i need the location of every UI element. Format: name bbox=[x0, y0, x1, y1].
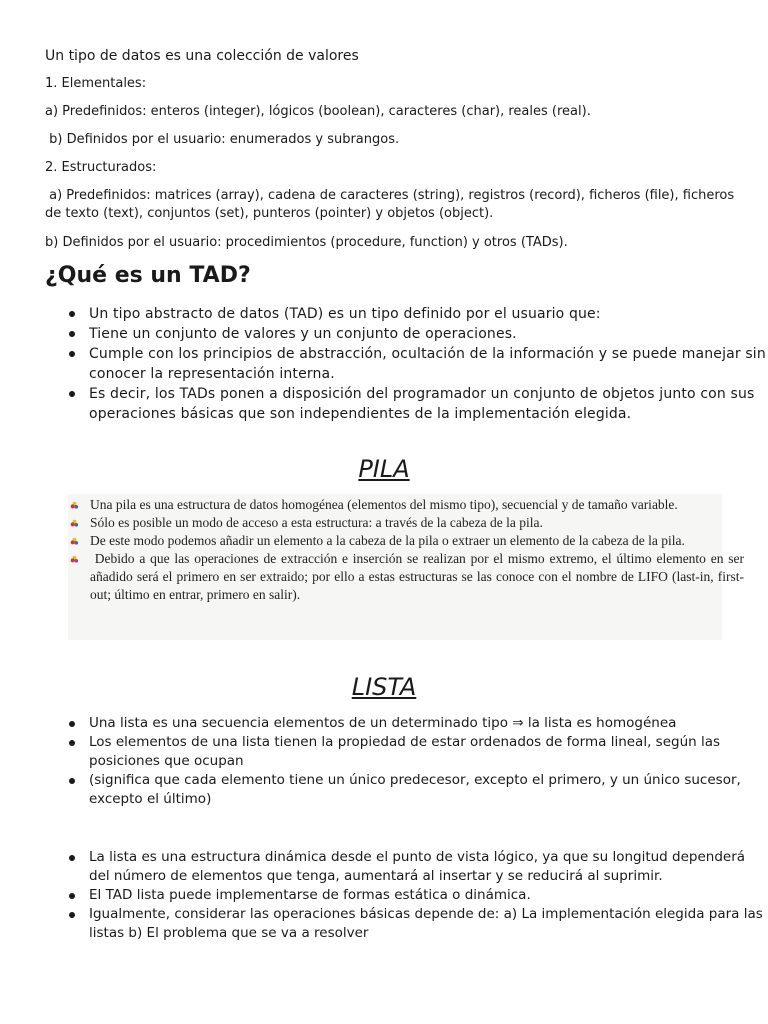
list-item: Tiene un conjunto de valores y un conjunto de operaciones. bbox=[89, 324, 768, 344]
list-item: Cumple con los principios de abstracción, ocultación de la información y se puede manejar sin conocer la representación interna. bbox=[89, 344, 768, 384]
list-item: Los elementos de una lista tienen la propiedad de estar ordenados de forma lineal, según las posiciones que ocupan bbox=[89, 733, 768, 771]
list-item: (significa que cada elemento tiene un único predecesor, excepto el primero, y un único sucesor, excepto el último) bbox=[89, 771, 768, 809]
flower-bullet-icon bbox=[70, 519, 79, 528]
list-item: Es decir, los TADs ponen a disposición del programador un conjunto de objetos junto con sus operaciones básicas que son independientes de la implementación elegida. bbox=[89, 384, 768, 424]
intro-line: Un tipo de datos es una colección de valores bbox=[45, 48, 359, 64]
pila-item-text: Sólo es posible un modo de acceso a esta estructura: a través de la cabeza de la pila. bbox=[90, 515, 543, 530]
pila-item-text: De este modo podemos añadir un elemento a la cabeza de la pila o extraer un elemento de la cabeza de la pila. bbox=[90, 533, 685, 548]
list-item bbox=[90, 496, 744, 514]
list-item: La lista es una estructura dinámica desde el punto de vista lógico, ya que su longitud dependerá del número de elementos que tenga, aumentará al insertar y se reducirá al suprimir. bbox=[89, 848, 768, 886]
list-item: Una lista es una secuencia elementos de un determinado tipo ⇒ la lista es homogénea bbox=[89, 714, 768, 733]
tad-heading: ¿Qué es un TAD? bbox=[45, 263, 251, 288]
pila-item-text: Una pila es una estructura de datos homogénea (elementos del mismo tipo), secuencial y de tamaño variable. bbox=[90, 497, 678, 512]
intro-line: 1. Elementales: bbox=[45, 76, 147, 91]
flower-bullet-icon bbox=[70, 501, 79, 510]
flower-bullet-icon bbox=[70, 537, 79, 546]
tad-list bbox=[45, 304, 768, 424]
pila-list bbox=[68, 496, 748, 604]
intro-line: 2. Estructurados: bbox=[45, 160, 157, 175]
lista-list-a bbox=[45, 714, 768, 809]
intro-line: a) Predefinidos: matrices (array), cadena de caracteres (string), registros (record), ficheros (file), ficheros de texto (text), conjuntos (set), punteros (pointer) y objetos (object). bbox=[45, 188, 739, 221]
pila-item-text: Debido a que las operaciones de extracción e inserción se realizan por el mismo extremo, el último elemento en ser añadido será el primero en ser extraido; por ello a estas estructuras se las conoce con el nombre de LIFO (last-in, first-out; último en entrar, primero en salir). bbox=[90, 551, 748, 602]
intro-line: b) Definidos por el usuario: enumerados y subrangos. bbox=[45, 132, 400, 147]
intro-line: a) Predefinidos: enteros (integer), lógicos (boolean), caracteres (char), reales (real). bbox=[45, 104, 591, 119]
pila-heading: PILA bbox=[358, 455, 410, 483]
flower-bullet-icon bbox=[70, 555, 79, 564]
list-item bbox=[90, 532, 744, 550]
list-item bbox=[90, 550, 748, 604]
lista-list-b bbox=[45, 848, 768, 943]
list-item bbox=[90, 514, 744, 532]
list-item: Un tipo abstracto de datos (TAD) es un tipo definido por el usuario que: bbox=[89, 304, 768, 324]
intro-line: b) Definidos por el usuario: procedimientos (procedure, function) y otros (TADs). bbox=[45, 235, 568, 250]
list-item: El TAD lista puede implementarse de formas estática o dinámica. bbox=[89, 886, 768, 905]
lista-heading: LISTA bbox=[351, 673, 417, 701]
list-item: Igualmente, considerar las operaciones básicas depende de: a) La implementación elegida para las listas b) El problema que se va a resolver bbox=[89, 905, 768, 943]
